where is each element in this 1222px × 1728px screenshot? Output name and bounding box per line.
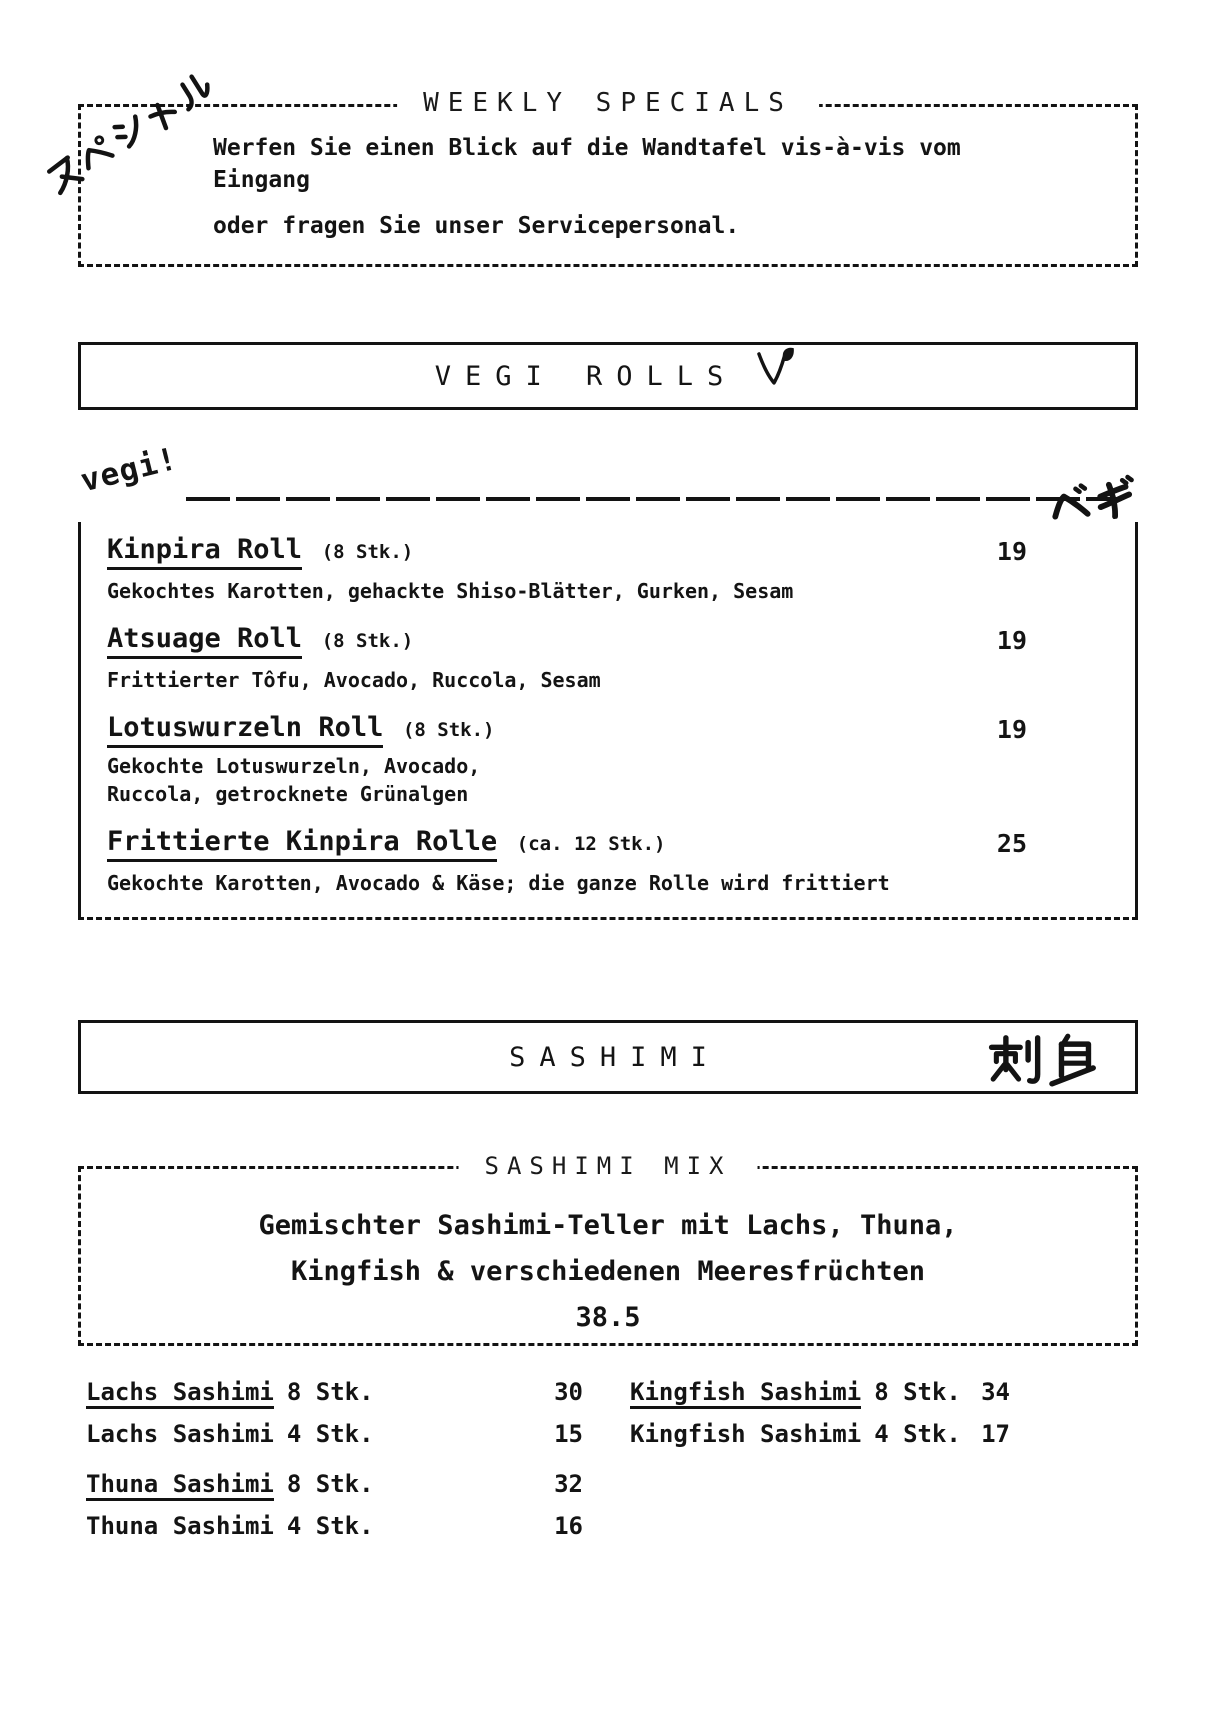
sashimi-row <box>86 1378 583 1407</box>
menu-item-description-line: Gekochte Lotuswurzeln, Avocado, <box>107 753 481 778</box>
sashimi-mix-title: SASHIMI MIX <box>459 1152 758 1180</box>
vegi-rolls-header <box>78 342 1138 410</box>
sashimi-row-qty: 8 Stk. <box>874 1378 961 1406</box>
sashimi-mix-line: Kingfish & verschiedenen Meeresfrüchten <box>291 1256 925 1287</box>
sashimi-mix-box <box>78 1152 1138 1346</box>
weekly-specials-text <box>81 107 1135 243</box>
sashimi-row <box>86 1512 583 1541</box>
menu-item-description: Gekochte Karotten, Avocado & Käse; die ganze Rolle wird frittiert <box>107 871 890 896</box>
menu-item <box>107 712 1135 809</box>
sashimi-row-name: Thuna Sashimi <box>86 1512 274 1540</box>
menu-item-portion: (8 Stk.) <box>321 629 414 652</box>
menu-item-name: Kinpira Roll <box>107 534 302 570</box>
menu-item-portion: (8 Stk.) <box>402 718 495 741</box>
weekly-specials-box <box>78 88 1138 267</box>
sashimi-row-price: 32 <box>554 1470 583 1498</box>
menu-item-description-line: Ruccola, getrocknete Grünalgen <box>107 782 469 807</box>
begi-kana-icon <box>1047 471 1141 528</box>
menu-item-description: Gekochtes Karotten, gehackte Shiso-Blätter, Gurken, Sesam <box>107 579 794 604</box>
menu-item <box>107 623 1135 695</box>
menu-item <box>107 826 1135 898</box>
menu-item-portion: (8 Stk.) <box>321 541 414 563</box>
sashimi-list-left-column <box>86 1378 583 1554</box>
vegan-leaf-icon <box>753 347 795 395</box>
sashimi-mix-price: 38.5 <box>575 1302 641 1333</box>
menu-item-price: 25 <box>996 828 1027 858</box>
menu-item-price: 19 <box>996 537 1027 566</box>
weekly-specials-line: oder fragen Sie unser Servicepersonal. <box>213 213 740 240</box>
sashimi-row-price: 34 <box>981 1378 1010 1406</box>
sashimi-row <box>86 1470 583 1499</box>
menu-item-name: Atsuage Roll <box>107 623 302 659</box>
menu-item-portion: (ca. 12 Stk.) <box>516 832 666 855</box>
sashimi-row-name: Kingfish Sashimi <box>630 1420 862 1448</box>
weekly-specials-title: WEEKLY SPECIALS <box>397 88 819 118</box>
sashimi-row-price: 15 <box>554 1420 583 1448</box>
sashimi-row <box>86 1420 583 1449</box>
vegi-divider-line <box>186 497 1122 501</box>
sashimi-row-price: 16 <box>554 1512 583 1540</box>
vegi-handwritten-label: vegi! <box>77 440 182 500</box>
sashimi-row-price: 30 <box>554 1378 583 1406</box>
sashimi-kanji-label <box>985 1033 1103 1091</box>
sashimi-row-qty: 4 Stk. <box>286 1420 374 1448</box>
sashimi-mix-content <box>81 1169 1135 1341</box>
weekly-specials-line: Eingang <box>213 166 310 193</box>
sashimi-row-qty: 8 Stk. <box>286 1378 374 1406</box>
vegi-decoration-row <box>77 440 1138 528</box>
vegi-rolls-title: VEGI ROLLS <box>434 360 738 392</box>
sashimi-row-qty: 4 Stk. <box>286 1512 374 1540</box>
menu-item-name: Frittierte Kinpira Rolle <box>107 826 497 862</box>
sashimi-row-price: 17 <box>981 1420 1010 1448</box>
menu-item-name: Lotuswurzeln Roll <box>107 712 383 748</box>
sashimi-list-right-column <box>630 1378 1010 1462</box>
sashimi-row-qty: 4 Stk. <box>874 1420 961 1448</box>
sashimi-row-name: Kingfish Sashimi <box>630 1379 861 1409</box>
menu-item-description <box>107 752 987 809</box>
sashimi-row-qty: 8 Stk. <box>286 1470 374 1498</box>
menu-item-description: Frittierter Tôfu, Avocado, Ruccola, Sesam <box>107 668 601 693</box>
sashimi-header <box>78 1020 1138 1094</box>
sashimi-row-name: Lachs Sashimi <box>86 1420 274 1448</box>
sashimi-row <box>630 1378 1010 1407</box>
menu-item-price: 19 <box>996 714 1027 744</box>
sashimi-row-name: Lachs Sashimi <box>86 1379 274 1409</box>
sashimi-row-name: Thuna Sashimi <box>86 1471 274 1501</box>
vegi-rolls-list <box>78 522 1138 920</box>
sashimi-mix-line: Gemischter Sashimi-Teller mit Lachs, Thuna, <box>258 1210 958 1241</box>
sashimi-row <box>630 1420 1010 1449</box>
sashimi-price-list <box>78 1378 1138 1588</box>
weekly-specials-line: Werfen Sie einen Blick auf die Wandtafel vis-à-vis vom <box>213 135 961 161</box>
sashimi-title: SASHIMI <box>509 1041 721 1073</box>
menu-item-price: 19 <box>996 625 1027 655</box>
sashimi-kanji-icon <box>985 1033 1103 1087</box>
menu-item <box>107 534 1135 606</box>
